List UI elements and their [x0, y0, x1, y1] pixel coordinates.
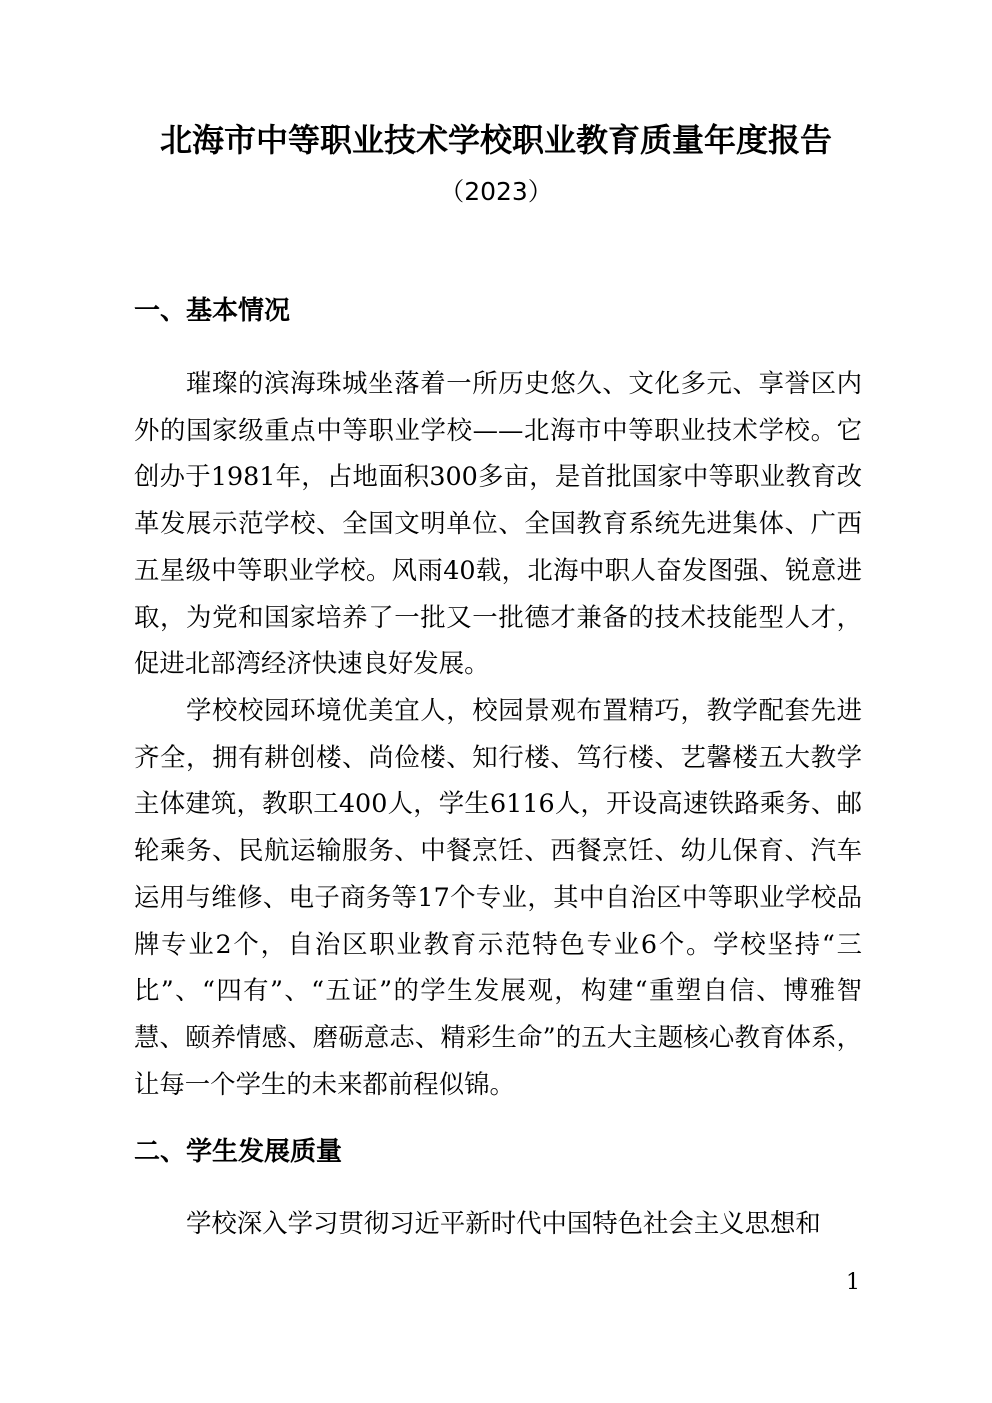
paragraph: 学校校园环境优美宜人，校园景观布置精巧，教学配套先进齐全，拥有耕创楼、尚俭楼、知行楼、笃行楼、艺馨楼五大教学主体建筑，教职工400人，学生6116人，开设高速铁路乘务、邮轮乘务、民航运输服务、中餐烹饪、西餐烹饪、幼儿保育、汽车运用与维修、电子商务等17个专业，其中自治区中等职业学校品牌专业2个，自治区职业教育示范特色专业6个。学校坚持“三比”、“四有”、“五证”的学生发展观，构建“重塑自信、博雅智慧、颐养情感、磨砺意志、精彩生命”的五大主题核心教育体系，让每一个学生的未来都前程似锦。 — [134, 695, 862, 1099]
page-number: 1 — [846, 1270, 860, 1295]
paragraph: 璀璨的滨海珠城坐落着一所历史悠久、文化多元、享誉区内外的国家级重点中等职业学校——北海市中等职业技术学校。它创办于1981年，占地面积300多亩，是首批国家中等职业教育改革发展示范学校、全国文明单位、全国教育系统先进集体、广西五星级中等职业学校。风雨40载，北海中职人奋发图强、锐意进取，为党和国家培养了一批又一批德才兼备的技术技能型人才，促进北部湾经济快速良好发展。 — [134, 368, 862, 679]
section-heading-basic-info: 一、基本情况 — [134, 296, 291, 326]
section-heading-student-development: 二、学生发展质量 — [134, 1137, 343, 1167]
document-title: 北海市中等职业技术学校职业教育质量年度报告 — [159, 121, 832, 159]
document-year: （2023） — [439, 177, 553, 206]
paragraph: 学校深入学习贯彻习近平新时代中国特色社会主义思想和 — [186, 1208, 821, 1238]
